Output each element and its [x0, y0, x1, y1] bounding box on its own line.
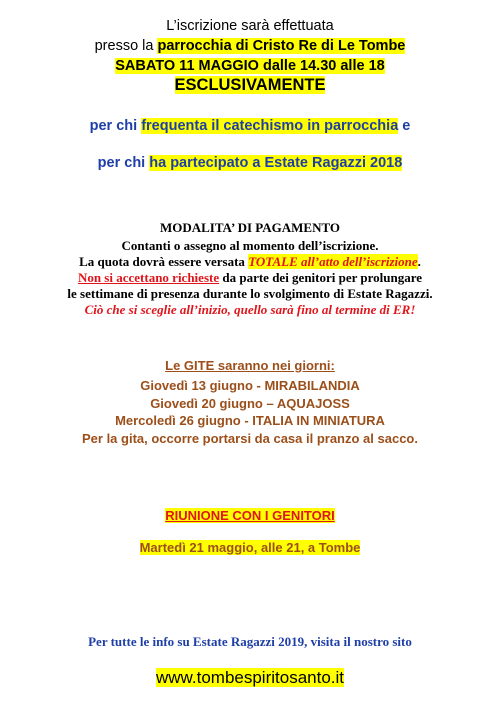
eligibility-past-participant: ha partecipato a Estate Ragazzi 2018 — [149, 155, 403, 171]
trips-title: Le GITE saranno nei giorni: — [165, 358, 335, 373]
payment-line-2-prefix: La quota dovrà essere versata — [79, 254, 249, 269]
payment-line-2 — [0, 254, 500, 270]
registration-date — [0, 58, 500, 74]
payment-no-requests: Non si accettano richieste — [77, 270, 220, 285]
trip-item: Mercoledì 26 giugno - ITALIA IN MINIATURA — [115, 413, 385, 428]
intro-prefix: presso la — [94, 38, 158, 54]
eligibility-prefix-2: per chi — [97, 155, 150, 171]
parish-name: parrocchia di Cristo Re di Le Tombe — [157, 38, 406, 54]
website-url[interactable]: www.tombespiritosanto.it — [155, 668, 345, 687]
website-link[interactable] — [0, 668, 500, 688]
eligibility-suffix-1: e — [398, 118, 411, 134]
meeting-date-text: Martedì 21 maggio, alle 21, a Tombe — [139, 540, 361, 555]
trip-item: Giovedì 13 giugno - MIRABILANDIA — [140, 378, 360, 393]
footer-info: Per tutte le info su Estate Ragazzi 2019, visita il nostro sito — [88, 634, 412, 649]
payment-total: TOTALE all’atto dell’iscrizione — [248, 254, 418, 269]
trip-item: Giovedì 20 giugno – AQUAJOSS — [150, 396, 350, 411]
meeting-title-text: RIUNIONE CON I GENITORI — [165, 508, 335, 523]
meeting-date — [0, 540, 500, 555]
payment-line-1: Contanti o assegno al momento dell’iscrizione. — [121, 238, 379, 253]
eligibility-line-2 — [0, 155, 500, 171]
eligibility-prefix-1: per chi — [89, 118, 142, 134]
payment-title: MODALITA’ DI PAGAMENTO — [159, 220, 341, 235]
intro-line-2 — [0, 38, 500, 54]
eligibility-catechism: frequenta il catechismo in parrocchia — [141, 118, 399, 134]
intro-line-1: L’iscrizione sarà effettuata — [166, 18, 334, 34]
registration-date-text: SABATO 11 MAGGIO dalle 14.30 alle 18 — [115, 58, 385, 74]
payment-line-4: le settimane di presenza durante lo svolgimento di Estate Ragazzi. — [67, 286, 433, 301]
exclusively-text: ESCLUSIVAMENTE — [174, 76, 326, 94]
eligibility-line-1 — [0, 118, 500, 134]
payment-line-5: Ciò che si sceglie all’inizio, quello sarà fino al termine di ER! — [84, 302, 416, 317]
payment-line-3 — [0, 270, 500, 286]
payment-line-3-suffix: da parte dei genitori per prolungare — [219, 270, 423, 285]
payment-line-2-suffix: . — [417, 254, 421, 269]
exclusively-label — [0, 76, 500, 95]
meeting-title — [0, 508, 500, 523]
trips-note: Per la gita, occorre portarsi da casa il pranzo al sacco. — [82, 431, 418, 446]
